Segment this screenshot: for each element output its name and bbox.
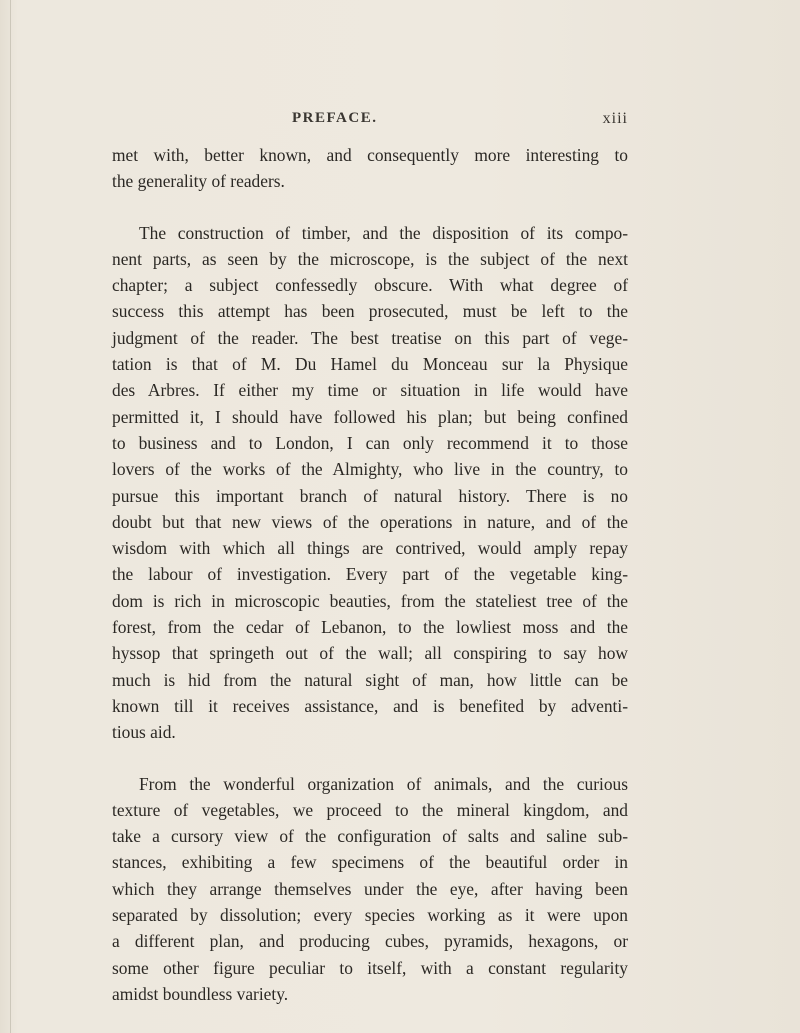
text-line: pursue this important branch of natural history. There is no [112, 485, 628, 506]
text-line: The construction of timber, and the disposition of its compo- [139, 222, 628, 243]
text-line: wisdom with which all things are contrived, would amply repay [112, 538, 628, 559]
page-header [112, 110, 628, 134]
text-line: texture of vegetables, we proceed to the mineral kingdom, and [112, 799, 628, 820]
text-line: hyssop that springeth out of the wall; all conspiring to say how [112, 643, 628, 664]
text-line: the labour of investigation. Every part of the vegetable king- [112, 564, 628, 585]
text-line: tious aid. [112, 722, 176, 743]
text-line: which they arrange themselves under the eye, after having been [112, 878, 628, 899]
paragraph-3 [112, 771, 628, 1008]
text-line: chapter; a subject confessedly obscure. With what degree of [112, 275, 628, 296]
text-line: lovers of the works of the Almighty, who live in the country, to [112, 459, 628, 480]
text-line: success this attempt has been prosecuted, must be left to the [112, 301, 628, 322]
text-line: some other figure peculiar to itself, with a constant regularity [112, 957, 628, 978]
body-text [112, 142, 628, 1007]
text-line: From the wonderful organization of animals, and the curious [139, 773, 628, 794]
text-line: to business and to London, I can only recommend it to those [112, 432, 628, 453]
text-line: forest, from the cedar of Lebanon, to the lowliest moss and the [112, 617, 628, 638]
text-line: nent parts, as seen by the microscope, is the subject of the next [112, 248, 628, 269]
text-line: amidst boundless variety. [112, 983, 289, 1004]
text-line: take a cursory view of the configuration of salts and saline sub- [112, 826, 628, 847]
text-line: dom is rich in microscopic beauties, from the stateliest tree of the [112, 590, 628, 611]
paragraph-gap [112, 195, 628, 220]
page-fold-line [10, 0, 11, 1033]
text-line: separated by dissolution; every species working as it were upon [112, 905, 628, 926]
text-line: permitted it, I should have followed his plan; but being confined [112, 406, 628, 427]
paragraph-2 [112, 220, 628, 746]
text-line: tation is that of M. Du Hamel du Monceau sur la Physique [112, 354, 628, 375]
paragraph-gap [112, 746, 628, 771]
paragraph-1 [112, 142, 628, 195]
text-line: much is hid from the natural sight of man, how little can be [112, 669, 628, 690]
text-line: a different plan, and producing cubes, pyramids, hexagons, or [112, 931, 628, 952]
running-head: PREFACE. [292, 110, 378, 126]
text-line: known till it receives assistance, and is benefited by adventi- [112, 695, 628, 716]
text-line: judgment of the reader. The best treatise on this part of vege- [112, 327, 628, 348]
text-line: met with, better known, and consequently more interesting to [112, 145, 628, 165]
text-line: the generality of readers. [112, 171, 285, 192]
text-line: des Arbres. If either my time or situation in life would have [112, 380, 628, 401]
text-line: stances, exhibiting a few specimens of the beautiful order in [112, 852, 628, 873]
page-number: xiii [602, 110, 628, 127]
text-line: doubt but that new views of the operations in nature, and of the [112, 511, 628, 532]
